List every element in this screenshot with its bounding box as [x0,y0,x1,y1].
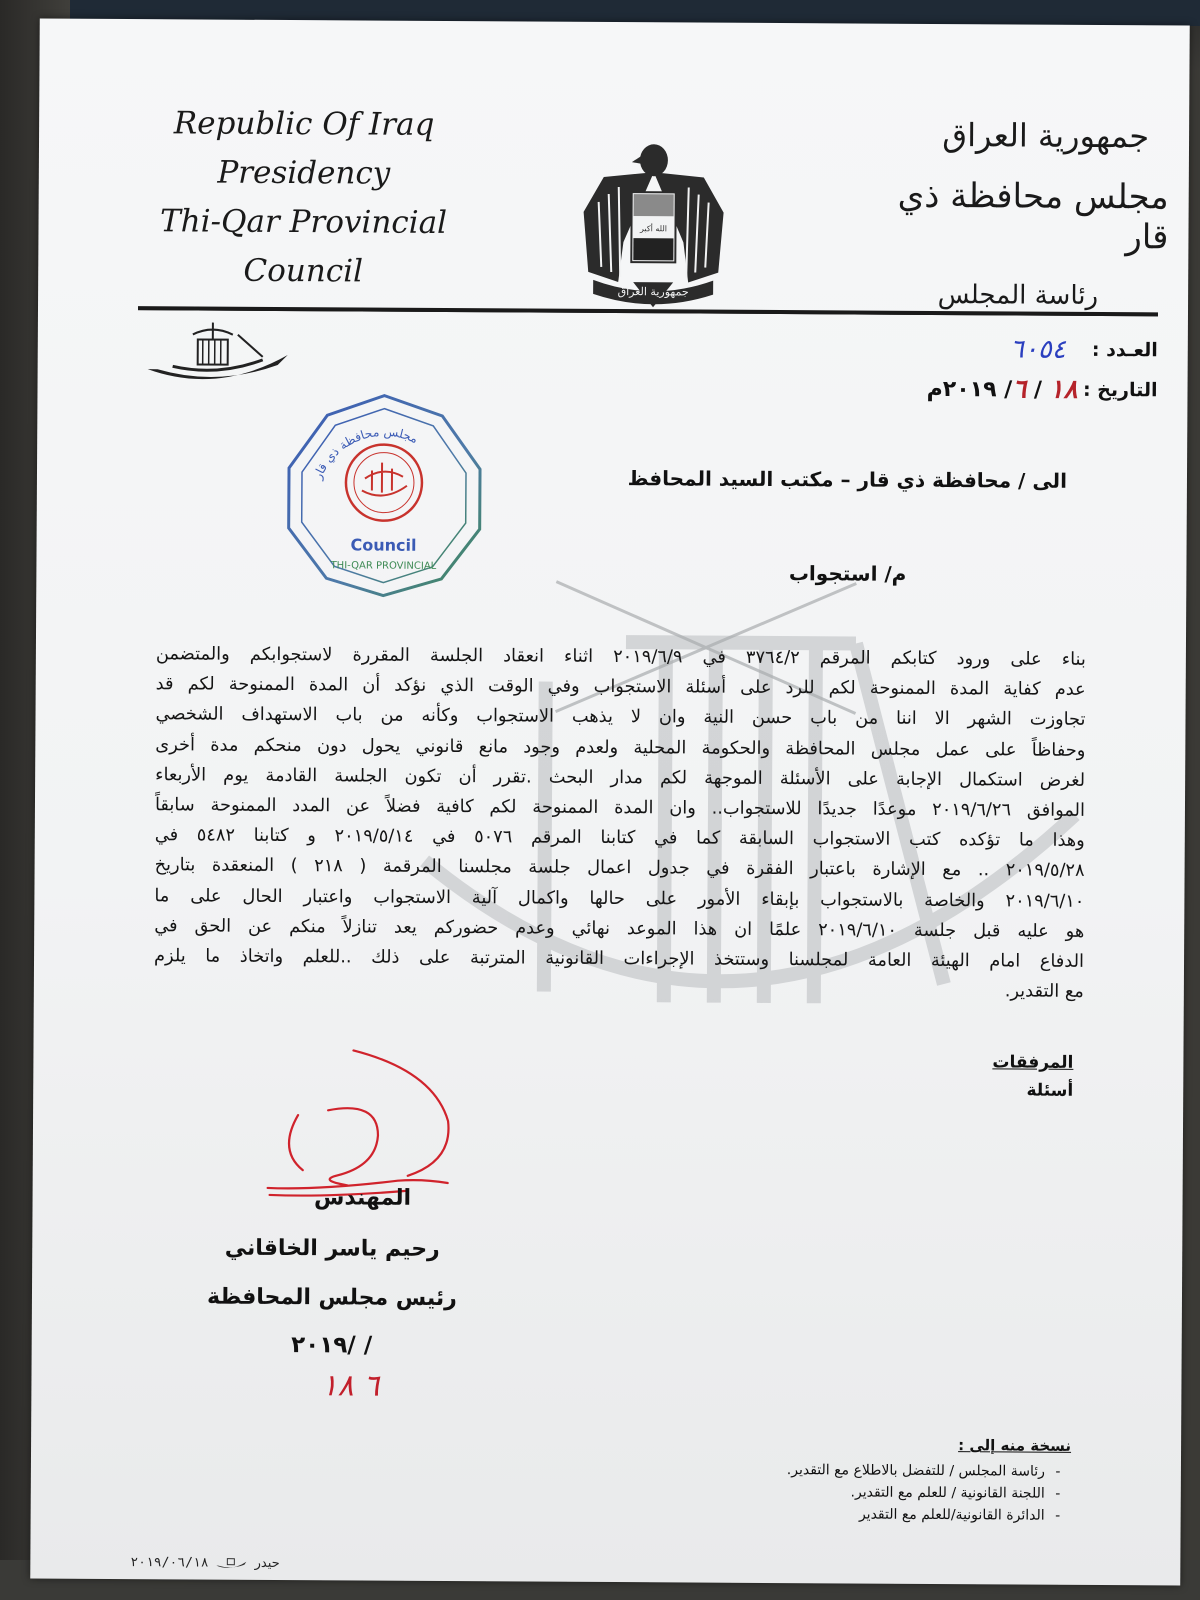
copy-recipient-text: رئاسة المجلس / للتفضل بالاطلاع مع التقدير. [786,1462,1045,1480]
letter-reference-block [817,328,1157,410]
arabic-letterhead [878,116,1169,312]
footer-typist-mark [130,1553,279,1572]
list-bullet: - [1055,1463,1061,1480]
signer-block [197,1184,468,1359]
letterhead-line: Council [243,252,364,290]
date-label: التاريخ : [1082,378,1158,402]
letter-page [30,19,1190,1586]
letterhead-line: Republic Of Iraq [173,105,435,143]
stamp-ring-text: مجلس محافظة ذي قار [310,424,421,482]
english-letterhead [138,99,469,297]
emblem-banner-text: الله أكبر [639,224,668,234]
number-label: العـدد : [1091,338,1158,362]
emblem-caption: جمهورية العراق [617,285,689,299]
copy-recipient-text: الدائرة القانونية/للعلم مع التقدير [858,1506,1045,1524]
small-boat-logo-icon [215,1554,249,1572]
signer-date: / /٢٠١٩ [291,1332,373,1359]
reference-number-value: ٦٠٥٤ [1009,334,1066,365]
attachment-item: أسئلة [1026,1080,1074,1101]
list-bullet: - [1055,1507,1061,1524]
date-month-handwritten: ٦ [1012,374,1027,405]
body-line: الموافق ٢٠١٩/٦/٢٦ موعدًا جديدًا للاستجواب.. وان المدة الممنوحة لكم كافية فضلاً عن المدد الممنوحة سابقاً [154,794,1086,821]
footer-initials: حيدر [254,1555,280,1571]
reference-date-row: التاريخ : ١٨ / ٦ / ٢٠١٩م [926,374,1158,405]
attachments-title: المرفقات [992,1052,1074,1073]
stamp-lower-text: THI-QAR PROVINCIAL [330,560,437,572]
body-line: لغرض استكمال الإجابة على الأسئلة الموجهة لكم مدار البحث .تقرر أن تكون الجلسة القادمة يوم الأربعاء [155,764,1086,791]
body-line: هو عليه قبل جلسة ٢٠١٩/٦/١٠ علمًا ان هذا الموعد نهائي وعدم حضوركم يعد تنازلاً منكم عن الحق في [154,915,1085,942]
reference-number-row [818,328,1158,370]
attachments-block [933,1052,1073,1101]
letterhead-line: Thi-Qar Provincial [159,203,448,241]
list-bullet: - [1055,1485,1061,1502]
stamp-inner-text: Council [350,535,417,555]
handwritten-date: ٦ ١٨ [321,1368,380,1404]
body-line: بناء على ورود كتابكم المرقم ٣٧٦٤/٢ في ٢٠١٩/٦/٩ اثناء انعقاد الجلسة المقررة لاستجوابكم والمتضمن [155,643,1086,670]
body-line: مع التقدير. [1004,980,1084,1003]
letter-body [154,639,1086,1007]
body-line: وهذا ما تؤكده كتب الاستجواب السابقة كما في كتابنا المرقم ٥٠٧٦ في ٢٠١٩/٥/١٤ و كتابنا ٥٤٨٢ في [154,824,1085,852]
copy-recipient-text: اللجنة القانونية / للعلم مع التقدير. [850,1484,1045,1502]
letterhead-line: Presidency [217,154,391,192]
body-line: عدم كفاية المدة الممنوحة لكم للرد على أسئلة الاستجواب وفي الوقت الذي نؤكد أن المدة الممنوحة لكم قد [155,673,1086,701]
signer-position: رئيس مجلس المحافظة [207,1284,457,1312]
iraq-eagle-emblem-icon [573,132,734,313]
body-line: ٢٠١٩/٦/١٠ والخاصة بالاستجواب بإبقاء الأمور على حالها واكمال آلية الاستجواب واعتبار الحال على ما [154,884,1085,912]
letterhead-line: جمهورية العراق [942,116,1150,156]
body-line: الدفاع امام الهيئة العامة لمجلسنا وستتخذ الإجراءات القانونية المترتبة على ذلك ..للعلم واتخاذ ما يلزم [153,945,1085,972]
council-boat-logo-icon [142,314,292,395]
body-line: ٢٠١٩/٥/٢٨ .. مع الإشارة باعتبار الفقرة في جدول اعمال جلسة مجلسنا المرقمة ( ٢١٨ ) المنعقدة بتاريخ [154,854,1085,882]
letterhead-line: مجلس محافظة ذي قار [897,175,1169,258]
date-year: / ٢٠١٩م [926,376,1013,402]
copies-heading: نسخة منه إلى : [958,1436,1072,1455]
copies-to-block [711,1433,1072,1527]
copy-recipient [711,1459,1071,1483]
body-line: تجاوزت الشهر الا اننا من باب حسن النية وان لا يذهب الاستجواب وكأنه من باب الاستهداف الشخصي [155,703,1086,731]
body-line: وحفاظاً على عمل مجلس المحافظة والحكومة المحلية ولعدم وجود مانع قانوني يحول دون منحكم مدة أخرى [155,733,1086,761]
copy-recipient [711,1481,1071,1505]
letterhead-line: رئاسة المجلس [937,279,1099,311]
copy-recipient [711,1503,1071,1527]
date-day-handwritten: ١٨ [1049,374,1078,405]
letter-addressee: الى / محافظة ذي قار – مكتب السيد المحافظ [627,466,1068,493]
footer-date: ٢٠١٩/٠٦/١٨ [130,1554,209,1571]
letter-subject: م/ استجواب [788,561,907,586]
signer-name: رحيم ياسر الخاقاني [224,1235,440,1262]
signer-title: المهندس [313,1185,412,1211]
